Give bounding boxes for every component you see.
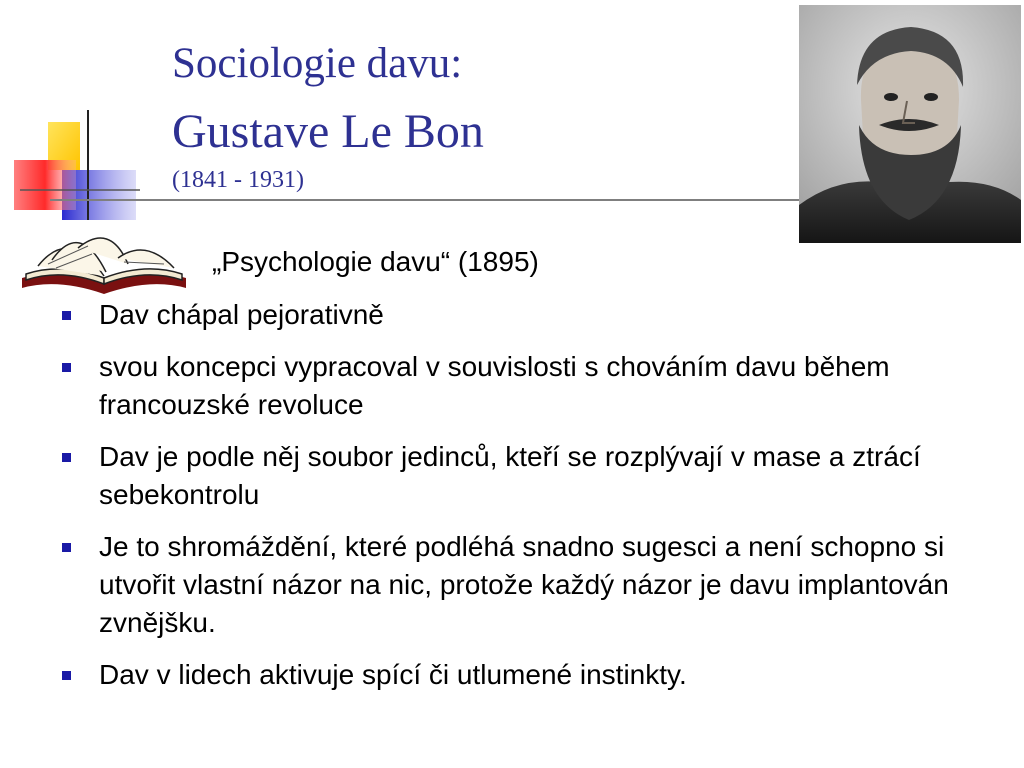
bullet-item [62, 438, 1007, 514]
bullet-item [62, 528, 1007, 642]
open-book-illustration [18, 218, 190, 298]
bullet-square-icon [62, 543, 71, 552]
title-divider [50, 199, 820, 201]
bullet-square-icon [62, 363, 71, 372]
slide-title: Sociologie davu: [172, 40, 463, 87]
decorative-squares [0, 100, 150, 230]
bullet-text: svou koncepci vypracoval v souvislosti s chováním davu během francouzské revoluce [99, 351, 890, 420]
book-title: „Psychologie davu“ (1895) [212, 246, 539, 277]
bullet-text: Dav chápal pejorativně [99, 299, 384, 330]
bullet-text: Je to shromáždění, které podléhá snadno sugesci a není schopno si utvořit vlastní názor na nic, protože každý názor je davu implantován zvnějšku. [99, 531, 949, 638]
slide-title-dates: (1841 - 1931) [172, 167, 304, 193]
deco-red-square [14, 160, 76, 210]
bullet-item [62, 348, 1007, 424]
bullet-item [62, 656, 1007, 694]
bullet-square-icon [62, 311, 71, 320]
bullet-text: Dav je podle něj soubor jedinců, kteří se rozplývají v mase a ztrácí sebekontrolu [99, 441, 921, 510]
bullet-square-icon [62, 671, 71, 680]
bullet-item [62, 296, 1007, 334]
bullet-list [62, 296, 1007, 708]
portrait-photo [799, 5, 1021, 243]
slide-title-name: Gustave Le Bon [172, 105, 484, 158]
bullet-text: Dav v lidech aktivuje spící či utlumené instinkty. [99, 659, 687, 690]
bullet-square-icon [62, 453, 71, 462]
